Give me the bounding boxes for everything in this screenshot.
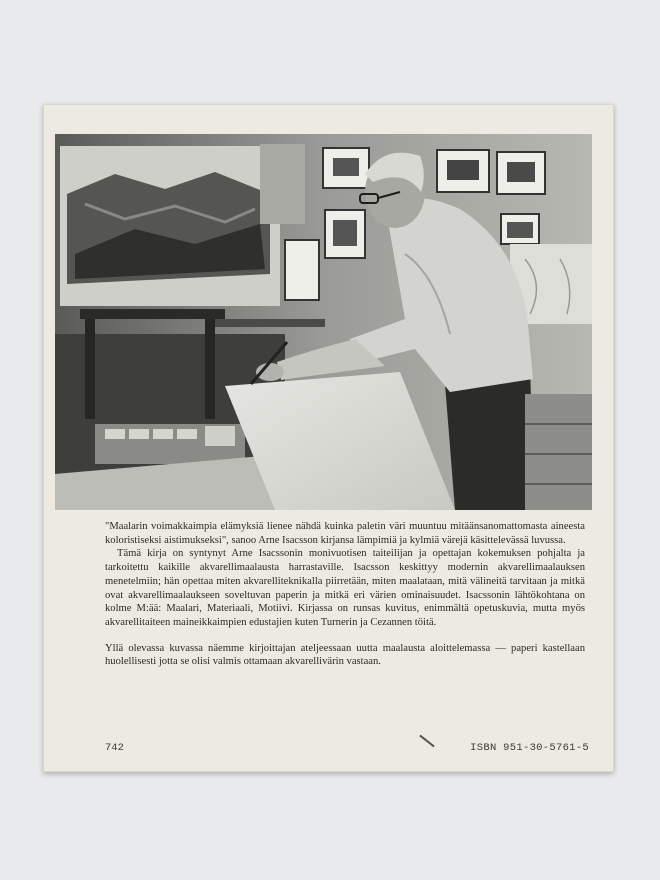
intro-paragraph: Tämä kirja on syntynyt Arne Isacssonin monivuotisen taiteilijan ja opettajan kokemuksen pohjalta ja tarkoitettu kaikille akvarellimaalausta harrastaville. Isacsson keskittyy modernin akvarellimaalauksen menetelmiin; hän opettaa miten akvarelliteknikalla piirretään, miten maalataan, mitä välineitä tarvitaan ja mitkä ovat akvarellimaalaukseen soveltuvan paperin ja mitkä eri värien ominaisuudet. Isacssonin lähtökohtana on kolme M:ää: Maalari, Materiaali, Motiivi. Kirjassa on runsas kuvitus, enimmältä opetuskuvia, mutta myös akvarellitaiteen maineikkaimpien edustajien kuten Turnerin ja Cezannen töitä. (105, 548, 585, 628)
artist-studio-photo (55, 134, 592, 510)
quote-paragraph: "Maalarin voimakkaimpia elämyksiä lienee nähdä kuinka paletin väri muuntuu mitäänsanomattomasta aineesta koloristiseksi aistimukseksi", sanoo Arne Isacsson kirjansa lämpimiä ja kylmiä värejä käsittelevässä luvussa. (105, 521, 585, 546)
cover-footer (105, 742, 589, 756)
catalog-number: 742 (105, 742, 124, 754)
isbn: ISBN 951-30-5761-5 (470, 742, 589, 754)
back-cover-text (105, 520, 585, 669)
book-back-cover (43, 104, 614, 772)
photo-illustration (55, 134, 592, 510)
caption-paragraph: Yllä olevassa kuvassa näemme kirjoittajan ateljeessaan uutta maalausta aloittelemassa — paperi kastellaan huolellisesti jotta se olisi valmis ottamaan akvarellivärin vastaan. (105, 642, 585, 668)
